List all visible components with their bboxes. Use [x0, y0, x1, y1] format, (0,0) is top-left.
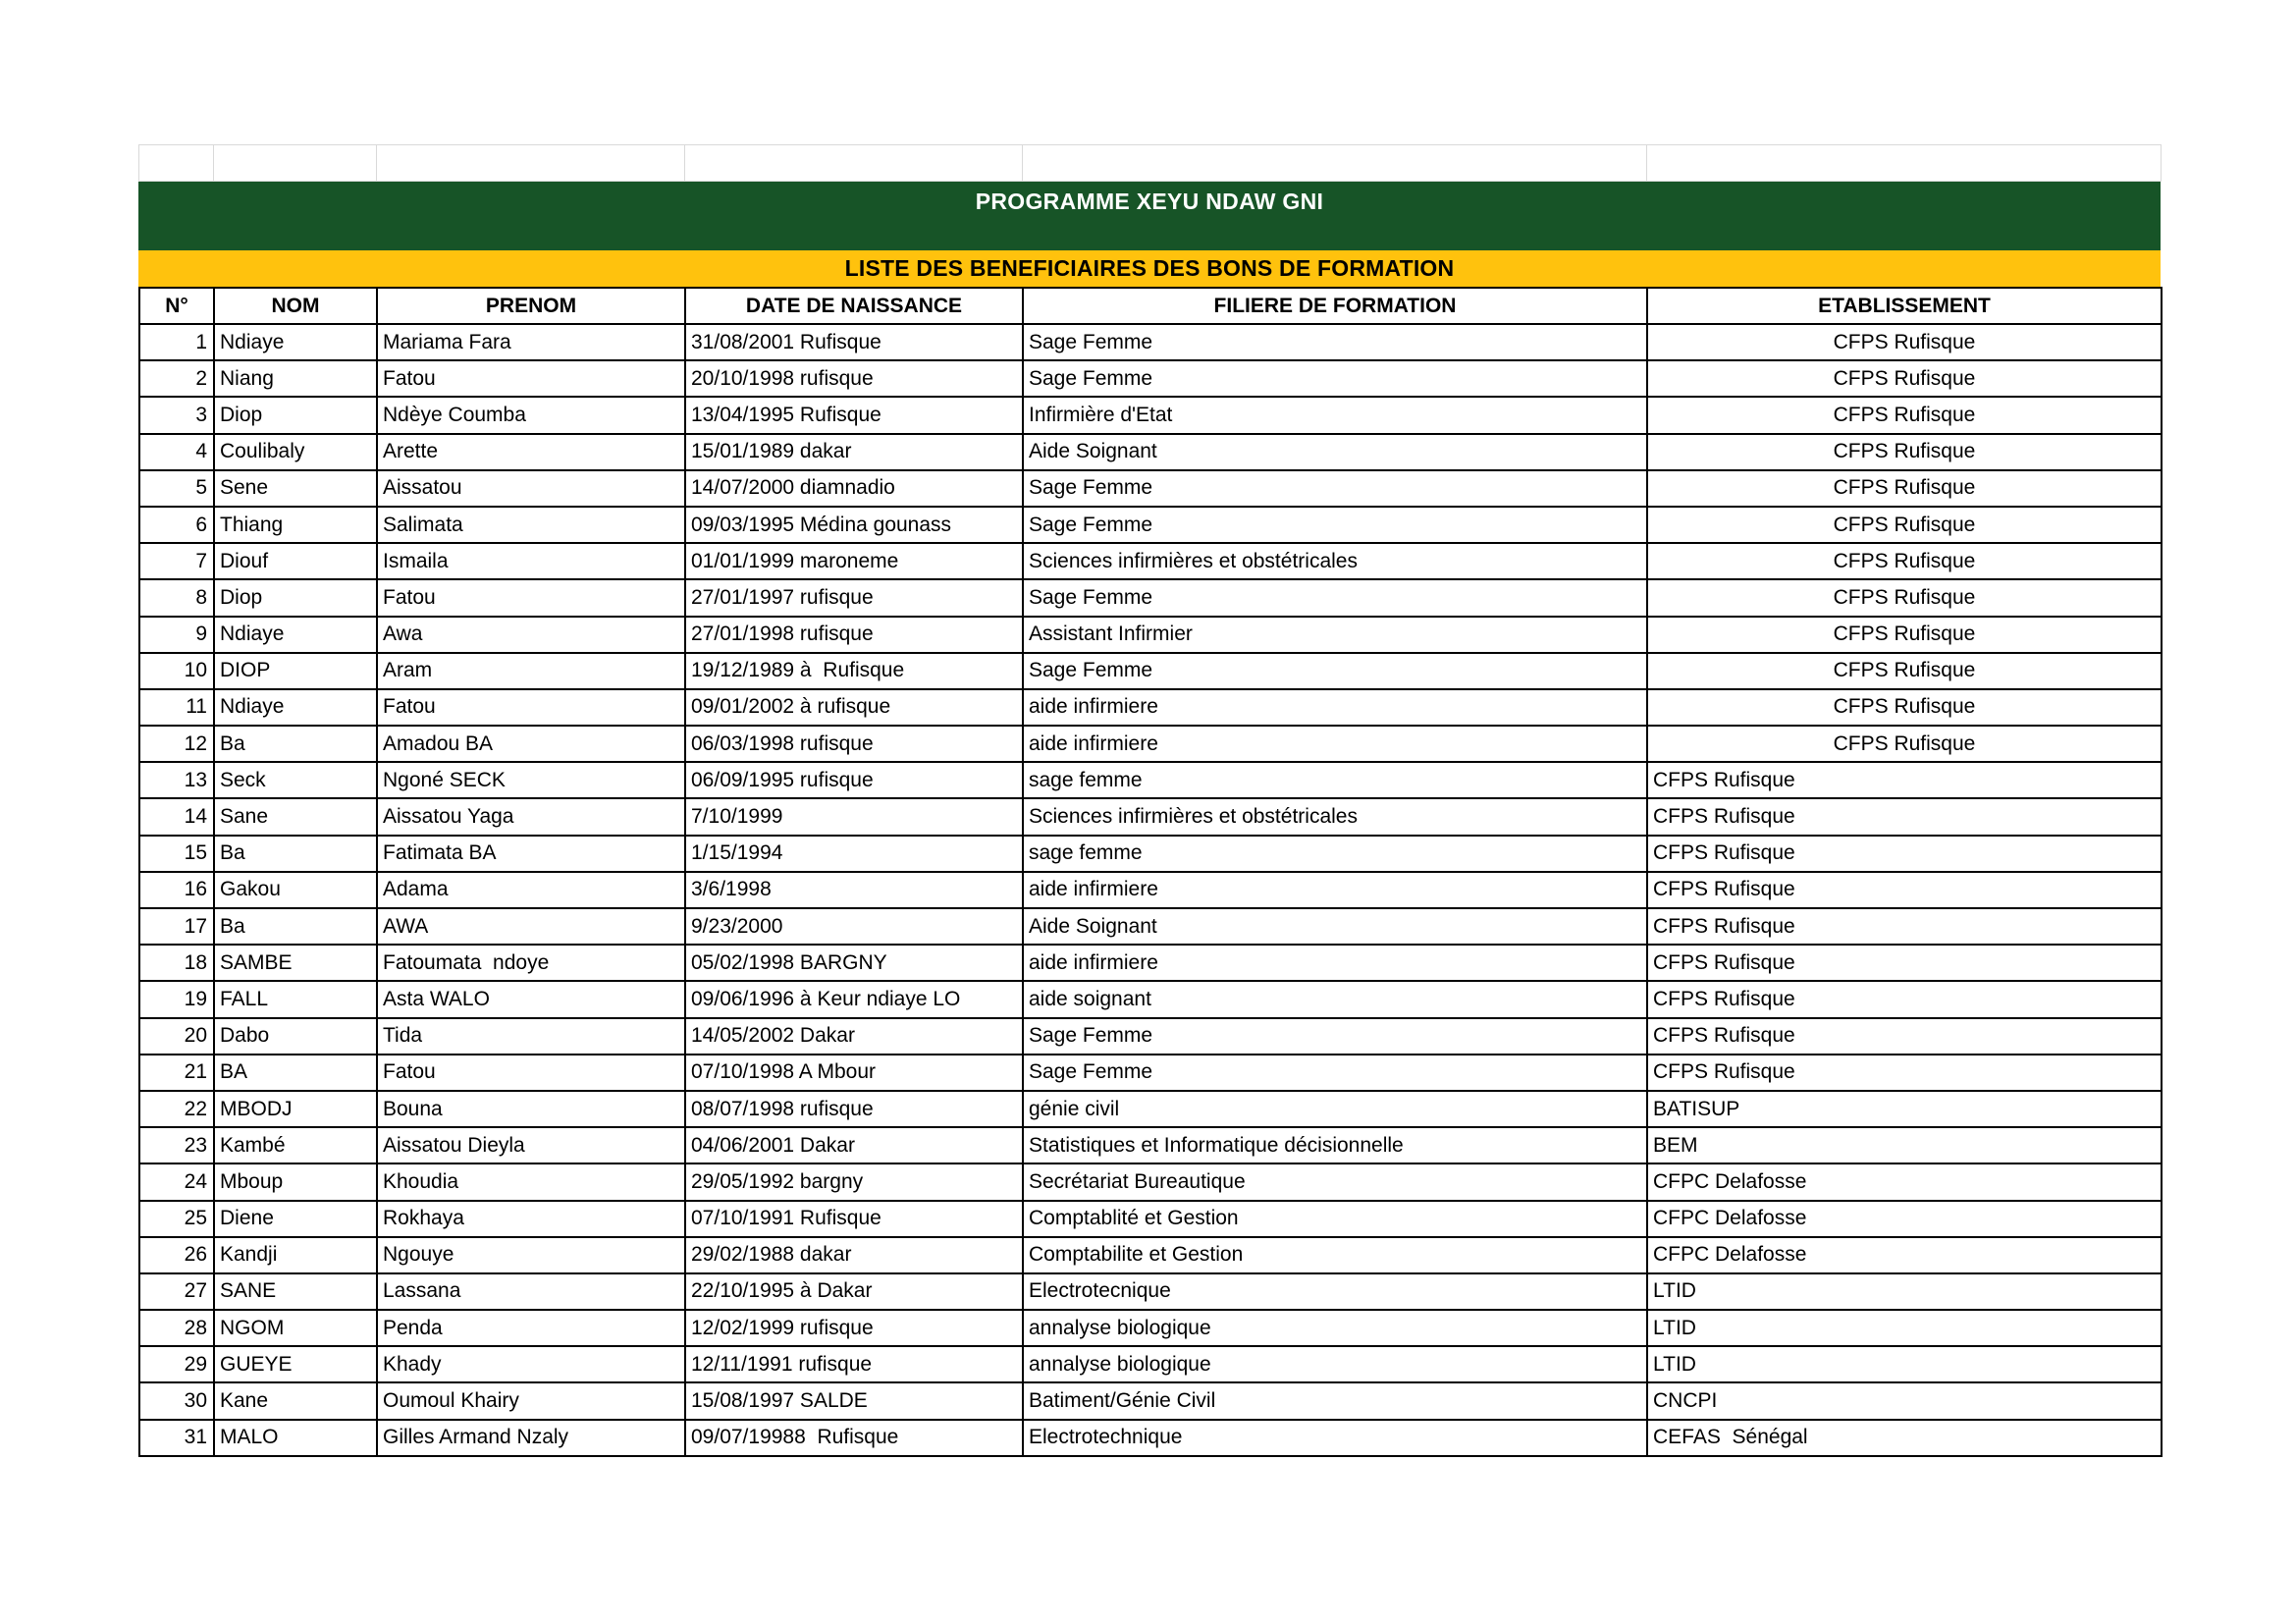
cell-prenom: Fatoumata ndoye [377, 945, 685, 981]
cell-date-naissance: 20/10/1998 rufisque [685, 360, 1023, 397]
cell-numero: 5 [139, 470, 214, 507]
cell-filiere: Aide Soignant [1023, 908, 1647, 945]
table-body [139, 324, 2162, 1456]
column-header-date-de-naissance: DATE DE NAISSANCE [685, 288, 1023, 324]
empty-grid-row [138, 144, 2162, 182]
cell-date-naissance: 07/10/1998 A Mbour [685, 1055, 1023, 1091]
cell-filiere: aide infirmiere [1023, 945, 1647, 981]
cell-date-naissance: 09/01/2002 à rufisque [685, 689, 1023, 726]
table-row [139, 1310, 2162, 1346]
cell-nom: Mboup [214, 1163, 377, 1200]
column-header-filiere-de-formation: FILIERE DE FORMATION [1023, 288, 1647, 324]
cell-prenom: Gilles Armand Nzaly [377, 1420, 685, 1456]
cell-filiere: Electrotechnique [1023, 1420, 1647, 1456]
cell-date-naissance: 06/03/1998 rufisque [685, 726, 1023, 762]
cell-filiere: aide infirmiere [1023, 689, 1647, 726]
cell-date-naissance: 29/02/1988 dakar [685, 1237, 1023, 1273]
cell-date-naissance: 04/06/2001 Dakar [685, 1127, 1023, 1163]
cell-date-naissance: 22/10/1995 à Dakar [685, 1273, 1023, 1310]
cell-numero: 31 [139, 1420, 214, 1456]
cell-numero: 22 [139, 1091, 214, 1127]
cell-etablissement: CFPS Rufisque [1647, 653, 2162, 689]
cell-prenom: Bouna [377, 1091, 685, 1127]
column-header-etablissement: ETABLISSEMENT [1647, 288, 2162, 324]
subtitle-text: LISTE DES BENEFICIAIRES DES BONS DE FORMATION [844, 255, 1455, 281]
cell-etablissement: CFPS Rufisque [1647, 798, 2162, 835]
cell-filiere: aide infirmiere [1023, 872, 1647, 908]
cell-etablissement: CFPS Rufisque [1647, 981, 2162, 1017]
cell-prenom: Fatimata BA [377, 836, 685, 872]
cell-numero: 8 [139, 579, 214, 616]
cell-date-naissance: 07/10/1991 Rufisque [685, 1201, 1023, 1237]
cell-date-naissance: 01/01/1999 maroneme [685, 543, 1023, 579]
cell-etablissement: CFPS Rufisque [1647, 1055, 2162, 1091]
cell-filiere: annalyse biologique [1023, 1346, 1647, 1382]
cell-prenom: Oumoul Khairy [377, 1382, 685, 1419]
table-row [139, 1055, 2162, 1091]
cell-date-naissance: 7/10/1999 [685, 798, 1023, 835]
cell-etablissement: BEM [1647, 1127, 2162, 1163]
table-header-row [139, 288, 2162, 324]
cell-etablissement: LTID [1647, 1310, 2162, 1346]
empty-cell [685, 145, 1023, 182]
cell-etablissement: CFPS Rufisque [1647, 397, 2162, 433]
cell-nom: FALL [214, 981, 377, 1017]
cell-nom: Diop [214, 579, 377, 616]
cell-date-naissance: 31/08/2001 Rufisque [685, 324, 1023, 360]
cell-filiere: Batiment/Génie Civil [1023, 1382, 1647, 1419]
table-row [139, 1201, 2162, 1237]
cell-nom: MALO [214, 1420, 377, 1456]
cell-etablissement: CFPS Rufisque [1647, 1018, 2162, 1055]
cell-filiere: Electrotecnique [1023, 1273, 1647, 1310]
cell-numero: 20 [139, 1018, 214, 1055]
cell-filiere: aide soignant [1023, 981, 1647, 1017]
cell-etablissement: CFPS Rufisque [1647, 945, 2162, 981]
cell-numero: 17 [139, 908, 214, 945]
beneficiaries-table [138, 287, 2163, 1457]
cell-prenom: Arette [377, 434, 685, 470]
cell-date-naissance: 09/07/19988 Rufisque [685, 1420, 1023, 1456]
cell-prenom: Fatou [377, 689, 685, 726]
cell-nom: Ba [214, 836, 377, 872]
cell-prenom: AWA [377, 908, 685, 945]
column-header-prenom: PRENOM [377, 288, 685, 324]
cell-filiere: Sage Femme [1023, 470, 1647, 507]
table-row [139, 1346, 2162, 1382]
cell-filiere: Sage Femme [1023, 360, 1647, 397]
cell-prenom: Aissatou Yaga [377, 798, 685, 835]
cell-etablissement: CFPS Rufisque [1647, 434, 2162, 470]
spreadsheet-area [138, 144, 2161, 1457]
cell-date-naissance: 12/02/1999 rufisque [685, 1310, 1023, 1346]
cell-etablissement: CFPS Rufisque [1647, 836, 2162, 872]
cell-numero: 13 [139, 762, 214, 798]
programme-title: PROGRAMME XEYU NDAW GNI [975, 189, 1324, 214]
cell-nom: Kambé [214, 1127, 377, 1163]
cell-date-naissance: 27/01/1998 rufisque [685, 617, 1023, 653]
cell-nom: Diouf [214, 543, 377, 579]
cell-date-naissance: 14/07/2000 diamnadio [685, 470, 1023, 507]
cell-numero: 15 [139, 836, 214, 872]
cell-nom: GUEYE [214, 1346, 377, 1382]
cell-filiere: Secrétariat Bureautique [1023, 1163, 1647, 1200]
cell-numero: 6 [139, 507, 214, 543]
cell-nom: Diop [214, 397, 377, 433]
cell-filiere: génie civil [1023, 1091, 1647, 1127]
cell-filiere: Sciences infirmières et obstétricales [1023, 798, 1647, 835]
cell-prenom: Fatou [377, 360, 685, 397]
cell-prenom: Tida [377, 1018, 685, 1055]
cell-etablissement: CFPS Rufisque [1647, 360, 2162, 397]
cell-numero: 10 [139, 653, 214, 689]
cell-prenom: Penda [377, 1310, 685, 1346]
table-row [139, 653, 2162, 689]
table-row [139, 1273, 2162, 1310]
cell-nom: Niang [214, 360, 377, 397]
cell-nom: SAMBE [214, 945, 377, 981]
cell-prenom: Salimata [377, 507, 685, 543]
table-row [139, 507, 2162, 543]
cell-nom: Kandji [214, 1237, 377, 1273]
cell-etablissement: LTID [1647, 1346, 2162, 1382]
table-row [139, 1127, 2162, 1163]
cell-prenom: Khady [377, 1346, 685, 1382]
table-row [139, 798, 2162, 835]
table-row [139, 1163, 2162, 1200]
cell-prenom: Aissatou Dieyla [377, 1127, 685, 1163]
cell-filiere: Comptabilite et Gestion [1023, 1237, 1647, 1273]
cell-date-naissance: 09/06/1996 à Keur ndiaye LO [685, 981, 1023, 1017]
cell-date-naissance: 15/08/1997 SALDE [685, 1382, 1023, 1419]
cell-nom: Ba [214, 726, 377, 762]
cell-prenom: Mariama Fara [377, 324, 685, 360]
cell-etablissement: CFPS Rufisque [1647, 579, 2162, 616]
cell-prenom: Aissatou [377, 470, 685, 507]
cell-etablissement: CFPS Rufisque [1647, 543, 2162, 579]
cell-filiere: Sage Femme [1023, 579, 1647, 616]
cell-prenom: Fatou [377, 1055, 685, 1091]
cell-etablissement: CNCPI [1647, 1382, 2162, 1419]
table-row [139, 762, 2162, 798]
empty-cell [1023, 145, 1647, 182]
column-header-nom: NOM [214, 288, 377, 324]
cell-nom: Sene [214, 470, 377, 507]
cell-numero: 16 [139, 872, 214, 908]
cell-nom: Dabo [214, 1018, 377, 1055]
cell-prenom: Fatou [377, 579, 685, 616]
table-row [139, 397, 2162, 433]
table-row [139, 945, 2162, 981]
cell-numero: 7 [139, 543, 214, 579]
table-row [139, 1018, 2162, 1055]
cell-date-naissance: 06/09/1995 rufisque [685, 762, 1023, 798]
cell-etablissement: CFPC Delafosse [1647, 1163, 2162, 1200]
cell-nom: MBODJ [214, 1091, 377, 1127]
cell-etablissement: CFPS Rufisque [1647, 726, 2162, 762]
cell-numero: 11 [139, 689, 214, 726]
table-row [139, 836, 2162, 872]
cell-nom: Ndiaye [214, 324, 377, 360]
cell-etablissement: CFPS Rufisque [1647, 908, 2162, 945]
cell-numero: 28 [139, 1310, 214, 1346]
table-row [139, 1091, 2162, 1127]
cell-numero: 27 [139, 1273, 214, 1310]
cell-date-naissance: 3/6/1998 [685, 872, 1023, 908]
cell-etablissement: CFPS Rufisque [1647, 689, 2162, 726]
cell-numero: 14 [139, 798, 214, 835]
cell-etablissement: CFPS Rufisque [1647, 470, 2162, 507]
table-row [139, 689, 2162, 726]
cell-filiere: Sage Femme [1023, 324, 1647, 360]
cell-filiere: sage femme [1023, 836, 1647, 872]
cell-numero: 29 [139, 1346, 214, 1382]
cell-nom: Sane [214, 798, 377, 835]
cell-etablissement: CFPC Delafosse [1647, 1237, 2162, 1273]
table-row [139, 470, 2162, 507]
column-header-n: N° [139, 288, 214, 324]
cell-etablissement: BATISUP [1647, 1091, 2162, 1127]
subtitle-banner [138, 250, 2161, 287]
table-row [139, 872, 2162, 908]
cell-nom: Gakou [214, 872, 377, 908]
cell-etablissement: CFPC Delafosse [1647, 1201, 2162, 1237]
empty-row [139, 145, 2162, 182]
cell-numero: 25 [139, 1201, 214, 1237]
table-row [139, 1237, 2162, 1273]
programme-banner [138, 182, 2161, 250]
cell-numero: 18 [139, 945, 214, 981]
empty-cell [139, 145, 214, 182]
cell-numero: 30 [139, 1382, 214, 1419]
table-row [139, 908, 2162, 945]
cell-nom: NGOM [214, 1310, 377, 1346]
cell-nom: BA [214, 1055, 377, 1091]
cell-date-naissance: 05/02/1998 BARGNY [685, 945, 1023, 981]
table-row [139, 1382, 2162, 1419]
cell-date-naissance: 9/23/2000 [685, 908, 1023, 945]
table-row [139, 579, 2162, 616]
cell-date-naissance: 12/11/1991 rufisque [685, 1346, 1023, 1382]
cell-etablissement: CFPS Rufisque [1647, 872, 2162, 908]
cell-etablissement: CFPS Rufisque [1647, 762, 2162, 798]
cell-date-naissance: 14/05/2002 Dakar [685, 1018, 1023, 1055]
cell-numero: 19 [139, 981, 214, 1017]
cell-numero: 24 [139, 1163, 214, 1200]
cell-prenom: Adama [377, 872, 685, 908]
cell-nom: Seck [214, 762, 377, 798]
cell-prenom: Rokhaya [377, 1201, 685, 1237]
cell-date-naissance: 08/07/1998 rufisque [685, 1091, 1023, 1127]
cell-prenom: Ngouye [377, 1237, 685, 1273]
cell-numero: 12 [139, 726, 214, 762]
empty-cell [214, 145, 377, 182]
cell-filiere: Sage Femme [1023, 507, 1647, 543]
cell-prenom: Ismaila [377, 543, 685, 579]
cell-prenom: Awa [377, 617, 685, 653]
cell-etablissement: CEFAS Sénégal [1647, 1420, 2162, 1456]
cell-filiere: Sage Femme [1023, 1018, 1647, 1055]
cell-numero: 3 [139, 397, 214, 433]
cell-nom: Thiang [214, 507, 377, 543]
cell-prenom: Ndèye Coumba [377, 397, 685, 433]
cell-filiere: Sage Femme [1023, 1055, 1647, 1091]
cell-numero: 23 [139, 1127, 214, 1163]
table-row [139, 617, 2162, 653]
cell-prenom: Khoudia [377, 1163, 685, 1200]
cell-prenom: Amadou BA [377, 726, 685, 762]
cell-numero: 1 [139, 324, 214, 360]
cell-filiere: Statistiques et Informatique décisionnelle [1023, 1127, 1647, 1163]
cell-filiere: Assistant Infirmier [1023, 617, 1647, 653]
cell-date-naissance: 13/04/1995 Rufisque [685, 397, 1023, 433]
cell-numero: 4 [139, 434, 214, 470]
table-row [139, 726, 2162, 762]
table-row [139, 981, 2162, 1017]
cell-nom: DIOP [214, 653, 377, 689]
cell-date-naissance: 09/03/1995 Médina gounass [685, 507, 1023, 543]
cell-nom: Kane [214, 1382, 377, 1419]
cell-date-naissance: 27/01/1997 rufisque [685, 579, 1023, 616]
cell-numero: 9 [139, 617, 214, 653]
cell-date-naissance: 1/15/1994 [685, 836, 1023, 872]
cell-nom: Ndiaye [214, 617, 377, 653]
cell-nom: Ba [214, 908, 377, 945]
cell-filiere: Aide Soignant [1023, 434, 1647, 470]
cell-filiere: aide infirmiere [1023, 726, 1647, 762]
cell-etablissement: LTID [1647, 1273, 2162, 1310]
cell-nom: Ndiaye [214, 689, 377, 726]
cell-filiere: Comptablité et Gestion [1023, 1201, 1647, 1237]
table-row [139, 324, 2162, 360]
cell-filiere: annalyse biologique [1023, 1310, 1647, 1346]
cell-prenom: Asta WALO [377, 981, 685, 1017]
cell-etablissement: CFPS Rufisque [1647, 617, 2162, 653]
cell-nom: SANE [214, 1273, 377, 1310]
empty-cell [1647, 145, 2162, 182]
cell-prenom: Ngoné SECK [377, 762, 685, 798]
table-row [139, 434, 2162, 470]
empty-cell [377, 145, 685, 182]
cell-numero: 21 [139, 1055, 214, 1091]
cell-filiere: sage femme [1023, 762, 1647, 798]
cell-numero: 2 [139, 360, 214, 397]
table-row [139, 1420, 2162, 1456]
cell-nom: Diene [214, 1201, 377, 1237]
cell-prenom: Lassana [377, 1273, 685, 1310]
table-row [139, 360, 2162, 397]
cell-numero: 26 [139, 1237, 214, 1273]
cell-prenom: Aram [377, 653, 685, 689]
cell-date-naissance: 15/01/1989 dakar [685, 434, 1023, 470]
cell-nom: Coulibaly [214, 434, 377, 470]
cell-date-naissance: 19/12/1989 à Rufisque [685, 653, 1023, 689]
cell-filiere: Sage Femme [1023, 653, 1647, 689]
cell-filiere: Sciences infirmières et obstétricales [1023, 543, 1647, 579]
table-row [139, 543, 2162, 579]
cell-etablissement: CFPS Rufisque [1647, 507, 2162, 543]
cell-filiere: Infirmière d'Etat [1023, 397, 1647, 433]
cell-date-naissance: 29/05/1992 bargny [685, 1163, 1023, 1200]
cell-etablissement: CFPS Rufisque [1647, 324, 2162, 360]
